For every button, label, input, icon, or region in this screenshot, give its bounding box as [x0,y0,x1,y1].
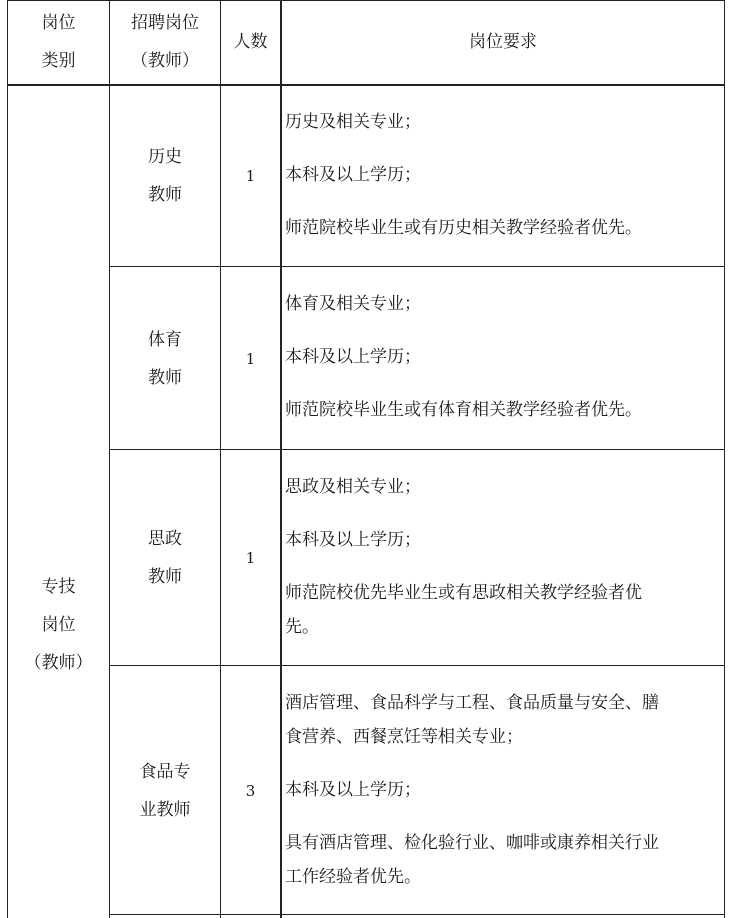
requirement-line: 本科及以上学历； [285,780,421,800]
row-divider-2 [109,449,725,450]
table-row-count [221,451,280,665]
category-line: 岗位 [41,615,76,635]
requirement-line: 酒店管理、食品科学与工程、食品质量与安全、膳 [285,693,659,713]
requirement-line: 食营养、西餐烹饪等相关专业； [285,727,523,747]
row-divider-4 [109,914,725,915]
col-border-right [724,0,725,918]
header-position-line: 招聘岗位 [131,13,199,33]
requirement-line: 历史及相关专业； [285,112,421,132]
header-position [110,0,220,84]
table-row-requirements [285,287,721,427]
table-row-requirements [285,105,721,245]
requirement-line: 师范院校优先毕业生或有思政相关教学经验者优 [285,583,642,603]
table-row-count [221,268,280,449]
row-divider-1 [109,266,725,267]
requirement-line: 体育及相关专业； [285,294,421,314]
table-row-position [110,451,220,665]
col-divider-3 [280,0,282,918]
header-requirements-label: 岗位要求 [469,32,537,52]
count-value: 3 [245,781,256,800]
table-row-position [110,268,220,449]
table-row-requirements [285,686,721,894]
header-requirements [282,0,724,84]
header-count-label: 人数 [233,32,268,52]
table-row-position [110,86,220,266]
header-category-line: 类别 [41,51,76,71]
table-row-position [110,667,220,914]
requirement-line: 师范院校毕业生或有历史相关教学经验者优先。 [285,218,642,238]
position-line: 食品专 [139,761,191,782]
requirement-line: 具有酒店管理、检化验行业、咖啡或康养相关行业 [285,833,659,853]
header-category [8,0,109,84]
position-line: 教师 [148,367,182,388]
header-category-line: 岗位 [41,13,76,33]
category-line: 专技 [41,577,76,597]
table-row-count [221,86,280,266]
requirement-line: 本科及以上学历； [285,347,421,367]
position-line: 思政 [148,529,182,549]
requirement-line: 先。 [285,617,319,637]
category-cell-text [8,550,109,700]
row-divider-3 [109,665,725,666]
header-position-line: （教师） [131,51,199,71]
requirement-line: 思政及相关专业； [285,477,421,497]
category-line: （教师） [24,653,93,673]
requirement-line: 师范院校毕业生或有体育相关教学经验者优先。 [285,400,642,420]
count-value: 1 [245,549,256,567]
table-row-requirements [285,470,721,644]
header-count [221,0,280,84]
position-line: 体育 [148,329,182,350]
requirement-line: 本科及以上学历； [285,530,421,550]
count-value: 1 [245,167,256,185]
category-cell [8,86,109,918]
position-line: 业教师 [139,799,191,820]
position-line: 教师 [148,185,182,205]
position-line: 教师 [148,567,182,587]
requirement-line: 工作经验者优先。 [285,867,421,887]
table-row-count [221,667,280,914]
requirement-line: 本科及以上学历； [285,165,421,185]
count-value: 1 [245,349,256,368]
position-line: 历史 [148,147,182,167]
